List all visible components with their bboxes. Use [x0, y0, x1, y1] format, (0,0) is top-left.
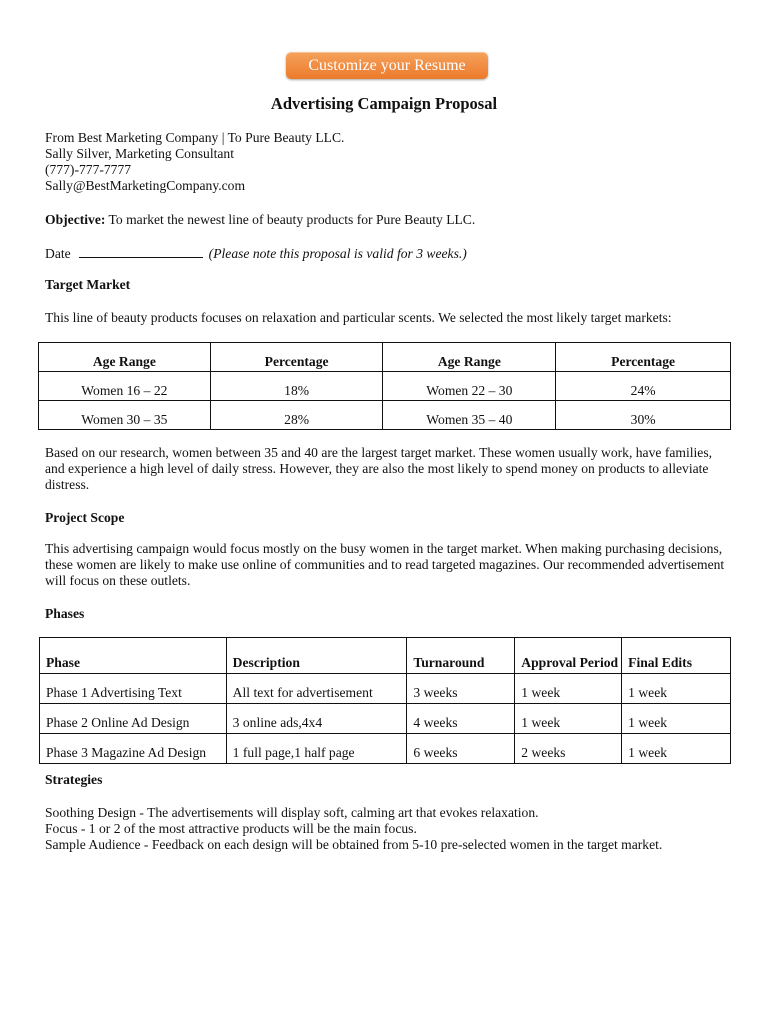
- target-market-table: [38, 342, 731, 430]
- table-cell: 28%: [210, 401, 383, 430]
- table-row: [39, 401, 731, 430]
- document-title: Advertising Campaign Proposal: [270, 94, 498, 113]
- table-cell: 1 week: [622, 674, 731, 704]
- column-header: Approval Period: [515, 638, 622, 674]
- date-blank-line: [79, 245, 203, 258]
- table-cell: 1 week: [515, 674, 622, 704]
- sender-line-email: Sally@BestMarketingCompany.com: [45, 178, 246, 193]
- sender-line-company: From Best Marketing Company | To Pure Beauty LLC.: [45, 130, 345, 145]
- project-scope-heading: Project Scope: [45, 510, 125, 525]
- table-cell: Women 16 – 22: [39, 372, 211, 401]
- table-cell: 6 weeks: [407, 734, 515, 764]
- table-cell: 4 weeks: [407, 704, 515, 734]
- objective-text: To market the newest line of beauty products for Pure Beauty LLC.: [105, 212, 476, 227]
- table-cell: Women 22 – 30: [383, 372, 556, 401]
- table-cell: Women 30 – 35: [39, 401, 211, 430]
- table-cell: 1 full page,1 half page: [226, 734, 407, 764]
- objective-label: Objective:: [45, 212, 106, 227]
- strategy-item: Focus - 1 or 2 of the most attractive products will be the main focus.: [45, 821, 417, 836]
- table-row: [40, 734, 731, 764]
- strategies-heading: Strategies: [45, 772, 103, 787]
- column-header: Age Range: [383, 343, 556, 372]
- target-market-heading: Target Market: [45, 277, 131, 292]
- table-cell: Phase 1 Advertising Text: [40, 674, 227, 704]
- strategies-list: [45, 805, 735, 853]
- table-cell: 3 online ads,4x4: [226, 704, 407, 734]
- table-cell: 1 week: [622, 704, 731, 734]
- table-cell: 2 weeks: [515, 734, 622, 764]
- table-cell: 1 week: [515, 704, 622, 734]
- table-cell: 30%: [556, 401, 731, 430]
- table-row: [40, 704, 731, 734]
- target-market-intro: This line of beauty products focuses on relaxation and particular scents. We selected the most likely target markets:: [45, 310, 672, 325]
- column-header: Age Range: [39, 343, 211, 372]
- column-header: Percentage: [556, 343, 731, 372]
- phases-heading: Phases: [45, 606, 85, 621]
- table-row: [39, 372, 731, 401]
- date-row: [45, 245, 735, 262]
- sender-block: [45, 130, 735, 194]
- table-cell: Phase 2 Online Ad Design: [40, 704, 227, 734]
- table-cell: All text for advertisement: [226, 674, 407, 704]
- column-header: Final Edits: [622, 638, 731, 674]
- table-cell: Women 35 – 40: [383, 401, 556, 430]
- strategy-item: Soothing Design - The advertisements will display soft, calming art that evokes relaxation.: [45, 805, 539, 820]
- sender-line-name: Sally Silver, Marketing Consultant: [45, 146, 234, 161]
- table-cell: Phase 3 Magazine Ad Design: [40, 734, 227, 764]
- table-cell: 3 weeks: [407, 674, 515, 704]
- table-header-row: [39, 343, 731, 372]
- phases-table: [39, 637, 731, 764]
- sender-line-phone: (777)-777-7777: [45, 162, 132, 177]
- table-cell: 24%: [556, 372, 731, 401]
- column-header: Description: [226, 638, 407, 674]
- project-scope-text: This advertising campaign would focus mostly on the busy women in the target market. When making purchasing decisions, these women are likely to make use online of communities and to read targeted magazines. Our recommended advertisement will focus on these outlets.: [45, 541, 725, 588]
- column-header: Percentage: [210, 343, 383, 372]
- table-header-row: [40, 638, 731, 674]
- customize-resume-button[interactable]: Customize your Resume: [286, 52, 488, 79]
- table-cell: 1 week: [622, 734, 731, 764]
- date-label: Date: [45, 246, 71, 261]
- column-header: Turnaround: [407, 638, 515, 674]
- strategy-item: Sample Audience - Feedback on each design will be obtained from 5-10 pre-selected women in the target market.: [45, 837, 663, 852]
- column-header: Phase: [40, 638, 227, 674]
- target-market-analysis: Based on our research, women between 35 and 40 are the largest target market. These women usually work, have families, and experience a high level of daily stress. However, they are also the most likely to spend money on products to alleviate distress.: [45, 445, 713, 492]
- objective: [45, 212, 735, 228]
- table-cell: 18%: [210, 372, 383, 401]
- validity-note: (Please note this proposal is valid for 3 weeks.): [208, 246, 467, 261]
- table-row: [40, 674, 731, 704]
